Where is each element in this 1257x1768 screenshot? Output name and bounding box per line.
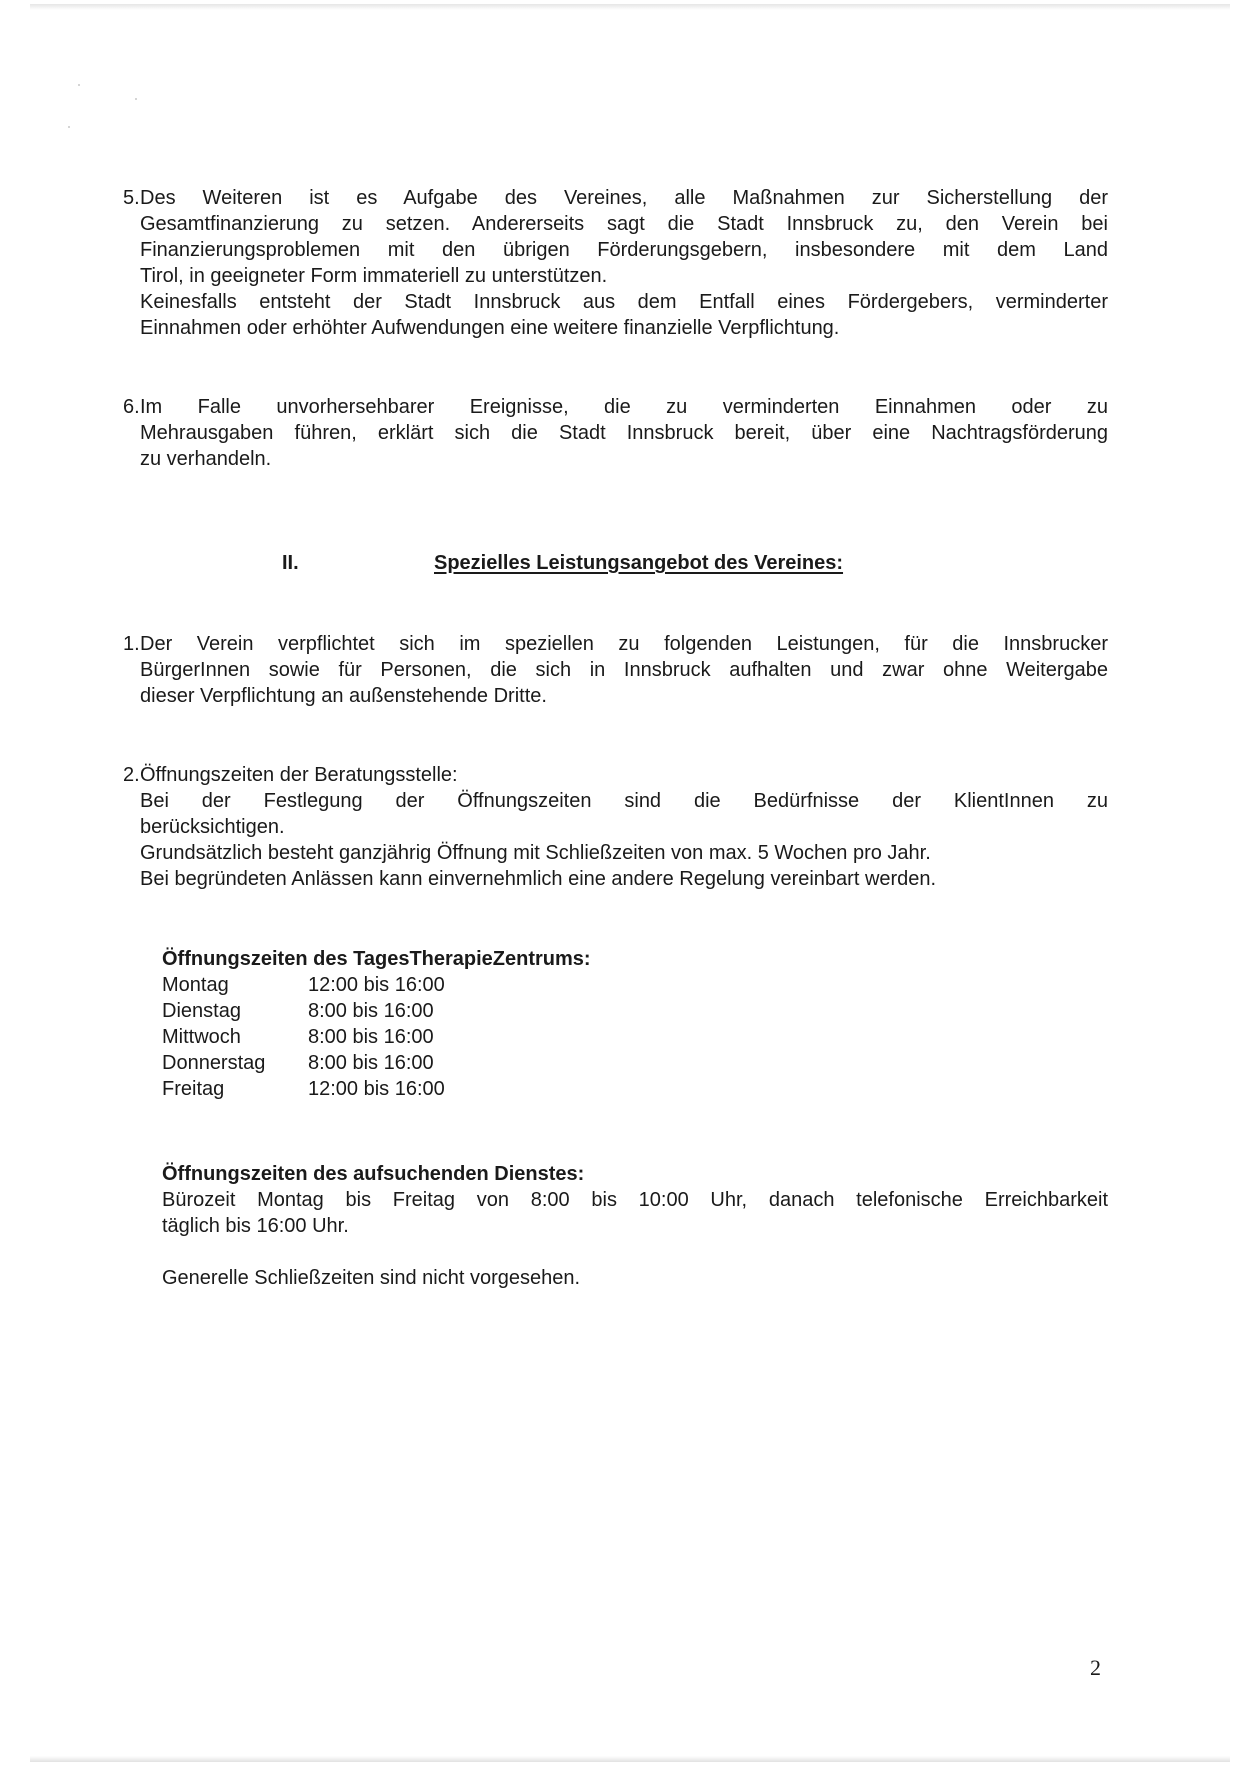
- closing-paragraph: [162, 1265, 1108, 1291]
- day-cell: Dienstag: [162, 1000, 241, 1022]
- table-row: [162, 998, 445, 1024]
- text-line: Bei begründeten Anlässen kann einvernehmlich eine andere Regelung vereinbart werden.: [140, 868, 937, 890]
- scan-speck: [68, 126, 70, 128]
- item-number-6: 6.: [123, 396, 140, 418]
- section-title: Spezielles Leistungsangebot des Vereines:: [434, 552, 844, 574]
- page-number: 2: [1090, 1655, 1101, 1680]
- text-line: Finanzierungsproblemen mit den übrigen Förderungsgebern, insbesondere mit dem Land: [140, 239, 1108, 261]
- item-number-2: 2.: [123, 764, 140, 786]
- hours-cell: 12:00 bis 16:00: [308, 1078, 445, 1100]
- item-number-1: 1.: [123, 633, 140, 655]
- scan-edge-bottom: [30, 1756, 1230, 1762]
- text-line: Des Weiteren ist es Aufgabe des Vereines, alle Maßnahmen zur Sicherstellung der: [140, 187, 1108, 209]
- text-line: Tirol, in geeigneter Form immateriell zu unterstützen.: [140, 265, 608, 287]
- aufsuchend-paragraph: [162, 1187, 1108, 1239]
- paragraph-item-6: [140, 394, 1108, 472]
- hours-cell: 8:00 bis 16:00: [308, 1052, 434, 1074]
- hours-cell: 12:00 bis 16:00: [308, 974, 445, 996]
- text-line: Der Verein verpflichtet sich im speziellen zu folgenden Leistungen, für die Innsbrucker: [140, 633, 1108, 655]
- aufsuchend-heading: Öffnungszeiten des aufsuchenden Dienstes:: [162, 1163, 585, 1185]
- text-line: Grundsätzlich besteht ganzjährig Öffnung mit Schließzeiten von max. 5 Wochen pro Jahr.: [140, 842, 931, 864]
- text-line: zu verhandeln.: [140, 448, 272, 470]
- scan-speck: [78, 84, 80, 86]
- table-row: [162, 1024, 445, 1050]
- hours-cell: 8:00 bis 16:00: [308, 1000, 434, 1022]
- tageszentrum-hours-table: [162, 972, 445, 1102]
- text-line: Mehrausgaben führen, erklärt sich die Stadt Innsbruck bereit, über eine Nachtragsförderung: [140, 422, 1108, 444]
- text-line: berücksichtigen.: [140, 816, 285, 838]
- paragraph-item-2: [140, 762, 1108, 892]
- text-line: Einnahmen oder erhöhter Aufwendungen eine weitere finanzielle Verpflichtung.: [140, 317, 840, 339]
- text-line: dieser Verpflichtung an außenstehende Dritte.: [140, 685, 547, 707]
- text-line: Öffnungszeiten der Beratungsstelle:: [140, 764, 458, 786]
- table-row: [162, 972, 445, 998]
- scan-speck: [135, 98, 137, 100]
- table-row: [162, 1076, 445, 1102]
- paragraph-item-5: [140, 185, 1108, 341]
- text-line: Generelle Schließzeiten sind nicht vorgesehen.: [162, 1267, 581, 1289]
- day-cell: Montag: [162, 974, 229, 996]
- scan-edge-top: [30, 4, 1230, 10]
- text-line: BürgerInnen sowie für Personen, die sich in Innsbruck aufhalten und zwar ohne Weitergabe: [140, 659, 1108, 681]
- text-line: Bürozeit Montag bis Freitag von 8:00 bis 10:00 Uhr, danach telefonische Erreichbarkeit: [162, 1189, 1108, 1211]
- paragraph-item-1: [140, 631, 1108, 709]
- text-line: Im Falle unvorhersehbarer Ereignisse, die zu verminderten Einnahmen oder zu: [140, 396, 1108, 418]
- hours-cell: 8:00 bis 16:00: [308, 1026, 434, 1048]
- day-cell: Mittwoch: [162, 1026, 241, 1048]
- table-row: [162, 1050, 445, 1076]
- day-cell: Freitag: [162, 1078, 225, 1100]
- text-line: Gesamtfinanzierung zu setzen. Andererseits sagt die Stadt Innsbruck zu, den Verein bei: [140, 213, 1108, 235]
- tageszentrum-heading: Öffnungszeiten des TagesTherapieZentrums:: [162, 948, 591, 970]
- section-number: II.: [282, 552, 299, 574]
- day-cell: Donnerstag: [162, 1052, 266, 1074]
- text-line: Bei der Festlegung der Öffnungszeiten sind die Bedürfnisse der KlientInnen zu: [140, 790, 1108, 812]
- item-number-5: 5.: [123, 187, 140, 209]
- text-line: täglich bis 16:00 Uhr.: [162, 1215, 349, 1237]
- text-line: Keinesfalls entsteht der Stadt Innsbruck aus dem Entfall eines Fördergebers, verminderter: [140, 291, 1108, 313]
